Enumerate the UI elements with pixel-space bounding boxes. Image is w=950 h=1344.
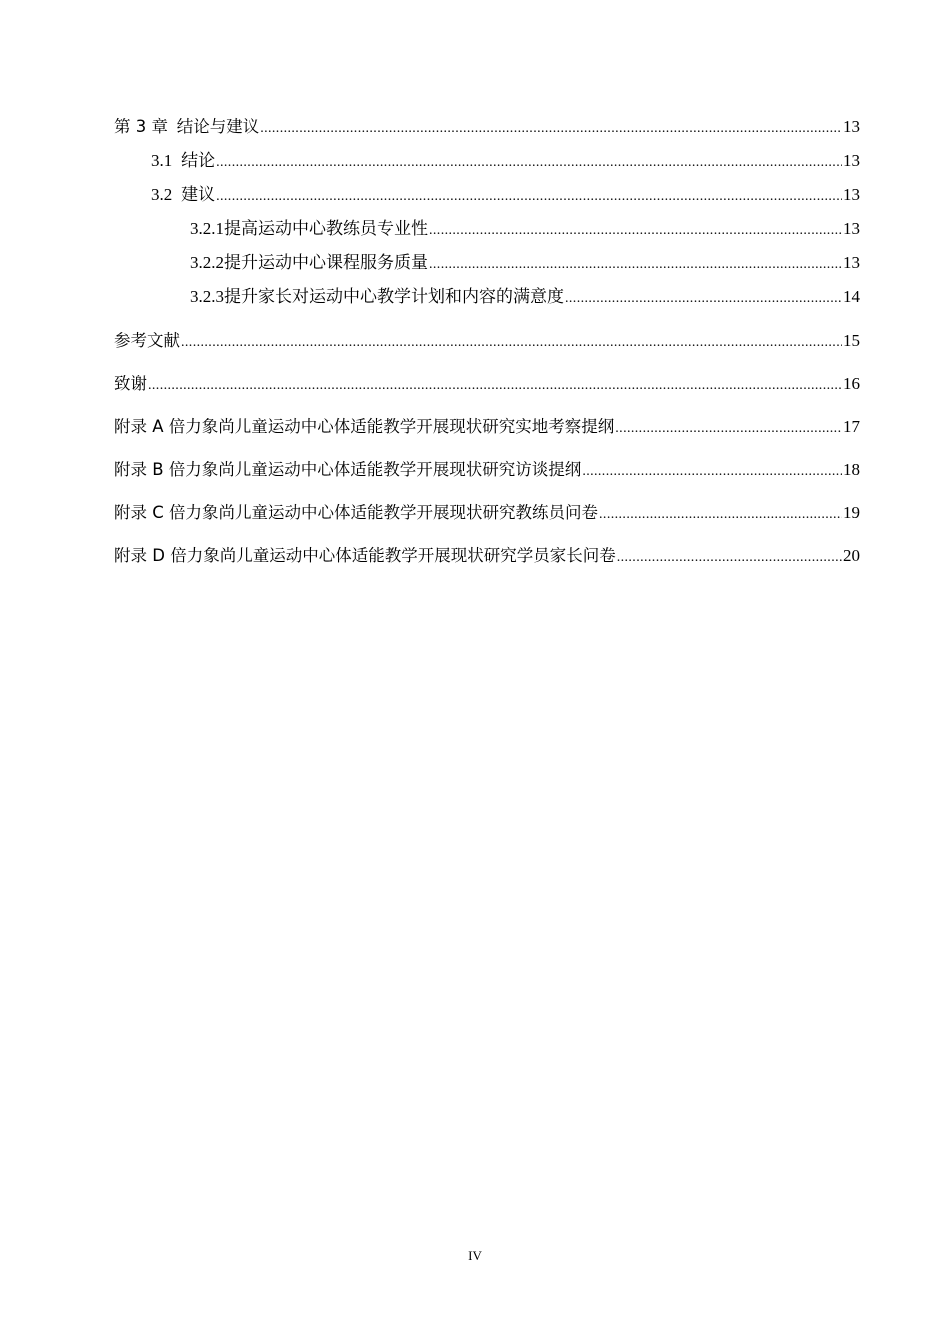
dot-leader [216,184,842,208]
dot-leader [181,330,842,354]
toc-entry-title: 附录 B 倍力象尚儿童运动中心体适能教学开展现状研究访谈提纲 [114,460,582,479]
toc-entry-title: 提高运动中心教练员专业性 [224,219,428,238]
toc-entry-3-2-2[interactable] [114,252,860,276]
toc-entry-page: 20 [843,546,860,565]
page-number: IV [468,1248,482,1263]
toc-entry-page: 13 [843,219,860,238]
toc-entry-references[interactable] [114,330,860,354]
toc-entry-title: 结论与建议 [176,117,260,136]
dot-leader [216,150,842,174]
toc-entry-page: 18 [843,460,860,479]
toc-entry-title: 建议 [181,185,216,204]
toc-entry-appendix-b[interactable] [114,459,860,483]
toc-entry-title: 附录 C 倍力象尚儿童运动中心体适能教学开展现状研究教练员问卷 [114,503,599,522]
toc-entry-acknowledgements[interactable] [114,373,860,397]
toc-entry-title: 提升家长对运动中心教学计划和内容的满意度 [224,287,564,306]
toc-entry-3-2[interactable] [114,184,860,208]
dot-leader [260,116,842,140]
toc-entry-title: 提升运动中心课程服务质量 [224,253,428,272]
dot-leader [615,416,842,440]
toc-entry-page: 17 [843,417,860,436]
toc-entry-page: 13 [843,151,860,170]
dot-leader [429,218,842,242]
toc-entry-page: 16 [843,374,860,393]
dot-leader [429,252,842,276]
toc-entry-title: 参考文献 [114,331,180,350]
toc-entry-appendix-d[interactable] [114,545,860,569]
toc-entry-number: 3.1 [151,151,173,170]
toc-entry-number: 3.2.3 [190,287,224,306]
toc-entry-number: 3.2.1 [190,219,224,238]
dot-leader [582,459,842,483]
toc-entry-3-2-1[interactable] [114,218,860,242]
toc-entry-number: 3.2 [151,185,173,204]
toc-entry-appendix-a[interactable] [114,416,860,440]
toc-entry-page: 13 [843,117,860,136]
dot-leader [565,286,842,310]
toc-entry-title: 附录 D 倍力象尚儿童运动中心体适能教学开展现状研究学员家长问卷 [114,546,616,565]
toc-entry-number: 3.2.2 [190,253,224,272]
toc-entry-title: 致谢 [114,374,147,393]
toc-entry-3-2-3[interactable] [114,286,860,310]
toc-entry-page: 14 [843,287,860,306]
toc-entry-page: 13 [843,185,860,204]
toc-entry-page: 19 [843,503,860,522]
dot-leader [148,373,842,397]
dot-leader [599,502,842,526]
dot-leader [617,545,842,569]
toc-entry-3-1[interactable] [114,150,860,174]
table-of-contents [114,116,860,569]
toc-entry-title: 结论 [181,151,216,170]
toc-entry-page: 13 [843,253,860,272]
toc-entry-appendix-c[interactable] [114,502,860,526]
toc-entry-title: 附录 A 倍力象尚儿童运动中心体适能教学开展现状研究实地考察提纲 [114,417,615,436]
toc-entry-page: 15 [843,331,860,350]
toc-entry-chapter-3[interactable] [114,116,860,140]
toc-entry-number: 第 3 章 [114,117,168,136]
